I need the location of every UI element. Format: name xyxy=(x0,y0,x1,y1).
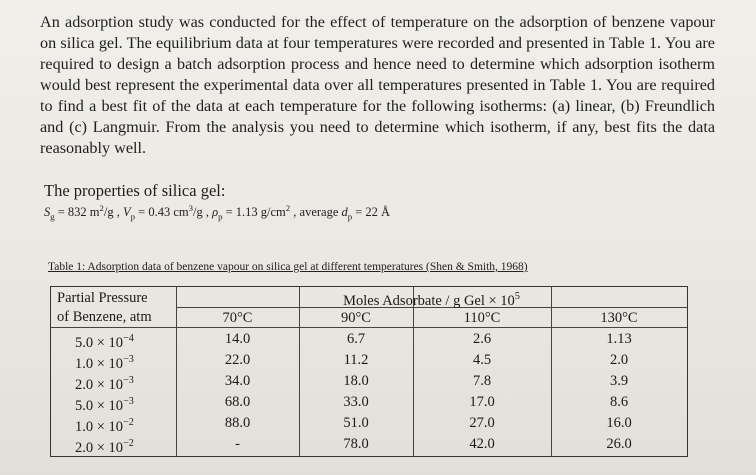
pressure-exp: −2 xyxy=(123,438,134,449)
pressure-cell xyxy=(75,414,134,436)
pressure-exp: −2 xyxy=(123,417,134,428)
sg-exp: 2 xyxy=(99,203,104,213)
temp-header: 110°C xyxy=(463,310,501,326)
value-cell: 14.0 xyxy=(224,331,251,347)
dp-prefix: , average xyxy=(290,205,342,220)
sg-unit: /g , xyxy=(103,205,120,220)
value-cell: 18.0 xyxy=(343,373,369,389)
dp-label: d xyxy=(341,205,348,220)
value-cell: 3.9 xyxy=(609,373,629,389)
value-cell: 16.0 xyxy=(606,415,632,431)
value-cell: 78.0 xyxy=(343,436,369,452)
value-cell: 11.2 xyxy=(343,352,369,368)
pressure-mantissa: 1.0 × 10 xyxy=(75,355,124,372)
value-cell: 33.0 xyxy=(343,394,369,410)
sg-sub: g xyxy=(50,211,55,222)
value-cell: 6.7 xyxy=(346,331,366,347)
value-cell: 88.0 xyxy=(224,415,251,431)
table-divider xyxy=(51,327,687,328)
moles-header-text: Moles Adsorbate / g Gel × 10 xyxy=(343,292,515,309)
value-cell: 26.0 xyxy=(606,436,632,452)
vp-sub: p xyxy=(130,211,136,222)
pressure-cell xyxy=(75,372,134,394)
pressure-mantissa: 2.0 × 10 xyxy=(75,439,124,456)
vp-unit: /g , xyxy=(192,205,209,220)
value-cell: 7.8 xyxy=(472,373,492,389)
pressure-cell xyxy=(75,351,134,373)
rho-sub: p xyxy=(218,211,223,222)
value-cell: 22.0 xyxy=(224,352,251,368)
dp-value: = 22 Å xyxy=(352,205,391,220)
vp-label: V xyxy=(123,205,131,220)
value-cell: 42.0 xyxy=(469,436,495,452)
pressure-header-line1: Partial Pressure xyxy=(57,290,148,306)
pressure-cell xyxy=(75,330,134,352)
value-cell: 68.0 xyxy=(224,394,251,410)
value-cell: 51.0 xyxy=(343,415,369,431)
temp-header: 90°C xyxy=(341,310,371,326)
pressure-cell xyxy=(75,393,134,415)
pressure-mantissa: 5.0 × 10 xyxy=(75,334,124,351)
properties-title: The properties of silica gel: xyxy=(44,181,226,200)
pressure-exp: −4 xyxy=(123,333,134,344)
rho-exp: 2 xyxy=(285,203,291,213)
value-cell: 2.0 xyxy=(609,352,629,368)
temp-header: 70°C xyxy=(222,310,253,326)
pressure-cell xyxy=(75,435,134,457)
temp-header: 130°C xyxy=(600,310,638,326)
value-cell: - xyxy=(235,436,240,452)
sg-label: S xyxy=(44,205,51,220)
value-cell: 17.0 xyxy=(469,394,495,410)
pressure-mantissa: 2.0 × 10 xyxy=(75,376,124,393)
pressure-exp: −3 xyxy=(123,396,134,407)
vp-exp: 3 xyxy=(188,203,193,213)
value-cell: 8.6 xyxy=(609,394,629,410)
rho-value: = 1.13 g/cm xyxy=(222,205,286,220)
moles-header xyxy=(176,288,687,310)
pressure-mantissa: 1.0 × 10 xyxy=(75,418,124,435)
adsorption-table xyxy=(50,286,688,457)
sg-value: = 832 m xyxy=(54,205,100,220)
pressure-header-line2: of Benzene, atm xyxy=(57,309,152,325)
table-caption: Table 1: Adsorption data of benzene vapour on silica gel at different temperatures (Shen & Smith, 1968) xyxy=(48,261,528,273)
vp-value: = 0.43 cm xyxy=(135,205,189,220)
value-cell: 4.5 xyxy=(472,352,492,368)
dp-sub: p xyxy=(347,211,353,222)
pressure-exp: −3 xyxy=(123,354,134,365)
pressure-exp: −3 xyxy=(123,375,134,386)
rho-label: ρ xyxy=(212,205,219,220)
silica-properties xyxy=(44,203,390,222)
value-cell: 2.6 xyxy=(472,331,492,347)
value-cell: 1.13 xyxy=(606,331,632,347)
moles-header-exp: 5 xyxy=(514,291,520,302)
pressure-mantissa: 5.0 × 10 xyxy=(75,397,124,414)
value-cell: 34.0 xyxy=(224,373,251,389)
problem-statement: An adsorption study was conducted for the effect of temperature on the adsorption of benzene vapour on silica gel. The equilibrium data at four temperatures were recorded and presented in Table 1. You are required to design a batch adsorption process and hence need to determine which adsorption isotherm would best represent the experimental data over all temperatures presented in Table 1. You are required to find a best fit of the data at each temperature for the following isotherms: (a) linear, (b) Freundlich and (c) Langmuir. From the analysis you need to determine which isotherm, if any, best fits the data reasonably well. xyxy=(40,13,715,157)
value-cell: 27.0 xyxy=(469,415,495,431)
